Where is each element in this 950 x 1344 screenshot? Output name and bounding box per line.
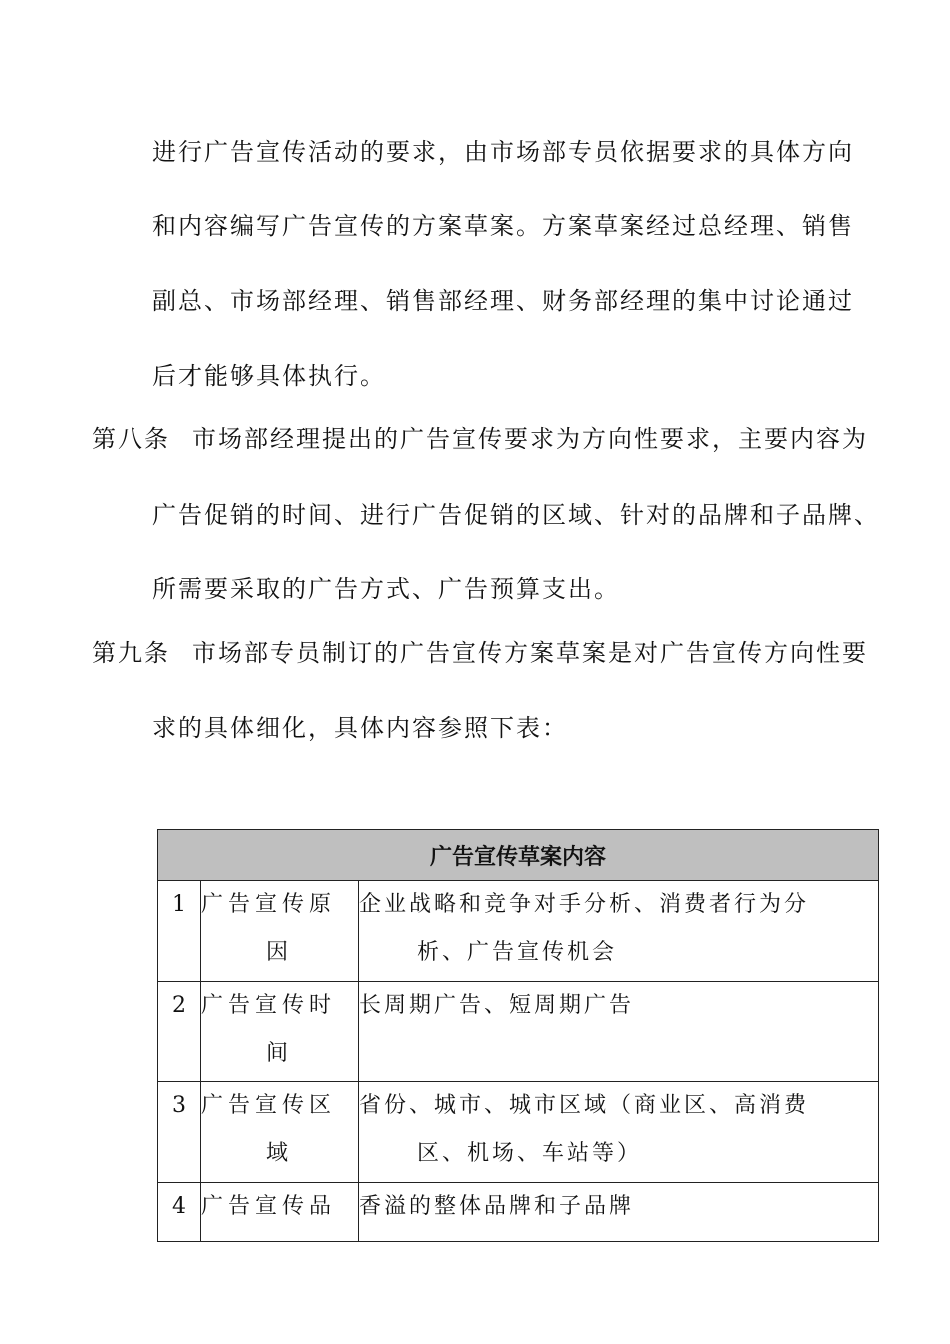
article-8-line: 市场部经理提出的广告宣传要求为方向性要求，主要内容为 xyxy=(192,425,868,453)
row-number: 3 xyxy=(158,1082,201,1183)
article-8-line: 广告促销的时间、进行广告促销的区域、针对的品牌和子品牌、 xyxy=(152,501,880,529)
row-number: 4 xyxy=(158,1183,201,1242)
row-number: 2 xyxy=(158,982,201,1082)
paragraph-line: 后才能够具体执行。 xyxy=(152,362,386,390)
paragraph-line: 进行广告宣传活动的要求，由市场部专员依据要求的具体方向 xyxy=(152,138,854,166)
table-title: 广告宣传草案内容 xyxy=(158,830,879,881)
row-item: 广告宣传品 xyxy=(201,1183,359,1242)
row-content: 企业战略和竞争对手分析、消费者行为分 析、广告宣传机会 xyxy=(359,881,879,982)
article-9-line: 求的具体细化，具体内容参照下表： xyxy=(152,714,568,742)
article-9 xyxy=(92,638,868,668)
row-number: 1 xyxy=(158,881,201,982)
table-row xyxy=(158,982,879,1082)
article-8-label: 第八条 xyxy=(92,425,170,453)
row-content: 香溢的整体品牌和子品牌 xyxy=(359,1183,879,1242)
article-9-line: 市场部专员制订的广告宣传方案草案是对广告宣传方向性要 xyxy=(192,639,868,667)
paragraph-line: 和内容编写广告宣传的方案草案。方案草案经过总经理、销售 xyxy=(152,212,854,240)
article-8-line: 所需要采取的广告方式、广告预算支出。 xyxy=(152,575,620,603)
row-item: 广告宣传时 间 xyxy=(201,982,359,1082)
article-8 xyxy=(92,424,868,454)
ad-draft-table xyxy=(157,829,879,1242)
table-row xyxy=(158,1082,879,1183)
row-item: 广告宣传区 域 xyxy=(201,1082,359,1183)
table-row xyxy=(158,881,879,982)
row-content: 省份、城市、城市区域（商业区、高消费 区、机场、车站等） xyxy=(359,1082,879,1183)
row-item: 广告宣传原 因 xyxy=(201,881,359,982)
article-9-label: 第九条 xyxy=(92,639,170,667)
table-row xyxy=(158,1183,879,1242)
row-content: 长周期广告、短周期广告 xyxy=(359,982,879,1082)
paragraph-line: 副总、市场部经理、销售部经理、财务部经理的集中讨论通过 xyxy=(152,287,854,315)
